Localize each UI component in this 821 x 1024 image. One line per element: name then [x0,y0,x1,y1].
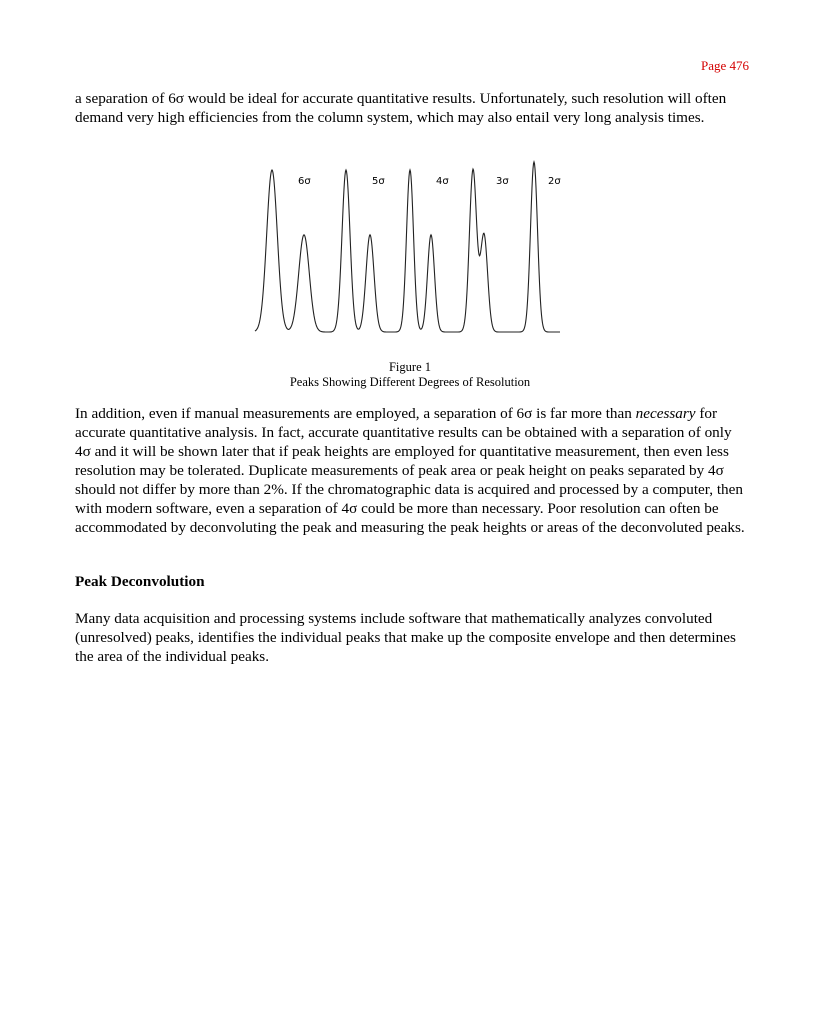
peak-label-4sigma: 4σ [436,176,449,187]
body-paragraph-text-b: for accurate quantitative analysis. In fact, accurate quantitative results can be obtained with a separation of only 4σ and it will be shown later that if peak heights are employed for quantitative measurement, then even less resolution may be tolerated. Duplicate measurements of peak area or peak height on peaks separated by 4σ should not differ by more than 2%. If the chromatographic data is acquired and processed by a computer, then with modern software, even a separation of 4σ could be more than necessary. Poor resolution can often be accommodated by deconvoluting the peak and measuring the peak heights or areas of the deconvoluted peaks. [75,405,745,536]
chromatogram-trace [255,162,560,332]
peak-label-6sigma: 6σ [298,176,311,187]
page-number: Page 476 [700,58,749,73]
figure-caption-number: Figure 1 [388,360,431,374]
body-paragraph [75,404,751,537]
deconvolution-paragraph: Many data acquisition and processing systems include software that mathematically analyzes convoluted (unresolved) peaks, identifies the individual peaks that make up the composite envelope and then determines the area of the individual peaks. [75,610,736,665]
figure-caption-title: Peaks Showing Different Degrees of Resolution [289,375,531,389]
peak-label-3sigma: 3σ [496,176,509,187]
intro-paragraph: a separation of 6σ would be ideal for accurate quantitative results. Unfortunately, such resolution will often demand very high efficiencies from the column system, which may also entail very long analysis times. [75,90,727,126]
resolution-figure [250,150,570,345]
section-heading: Peak Deconvolution [75,573,205,590]
peaks-diagram [250,150,570,345]
peak-label-5sigma: 5σ [372,176,385,187]
peak-label-2sigma: 2σ [548,176,561,187]
emphasis-necessary: necessary [635,405,696,422]
body-paragraph-text-a: In addition, even if manual measurements are employed, a separation of 6σ is far more than [75,405,636,422]
